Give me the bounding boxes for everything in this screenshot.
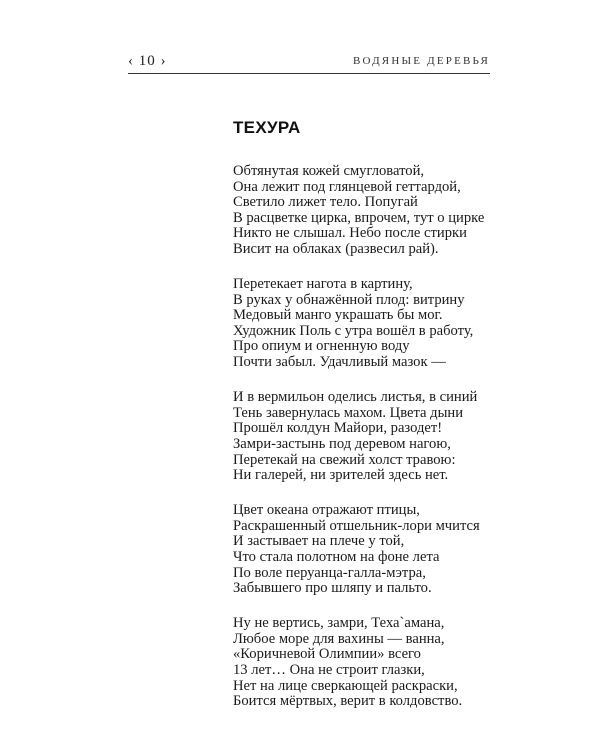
poem-line: 13 лет… Она не строит глазки, [233, 662, 425, 679]
poem-line: Тень завернулась махом. Цвета дыни [233, 404, 464, 421]
poem-line: По воле перуанца-галла-мэтра, [233, 564, 426, 581]
poem-line: «Коричневой Олимпии» всего [233, 646, 421, 663]
poem-line: Раскрашенный отшельник-лори мчится [233, 517, 480, 534]
poem-line: Ни галерей, ни зрителей здесь нет. [233, 467, 449, 484]
poem-line: Она лежит под глянцевой геттардой, [233, 178, 461, 195]
poem-line: Висит на облаках (развесил рай). [233, 240, 439, 257]
poem-line: В расцветке цирка, впрочем, тут о цирке [233, 209, 485, 226]
poem-line: Почти забыл. Удачливый мазок — [233, 354, 446, 371]
poem-line: Боится мёртвых, верит в колдовство. [233, 693, 463, 710]
stanza [233, 503, 533, 597]
poem-line: Любое море для вахины — ванна, [233, 630, 445, 647]
poem-line: Художник Поль с утра вошёл в работу, [233, 322, 474, 339]
poem-body [233, 164, 533, 729]
stanza [233, 390, 533, 484]
poem-line: Перетекает нагота в картину, [233, 276, 413, 293]
running-head [128, 51, 490, 73]
poem-line: Ну не вертись, замри, Теха`амана, [233, 615, 445, 632]
poem-line: Обтянутая кожей смугловатой, [233, 163, 425, 179]
poem-line: Цвет океана отражают птицы, [233, 502, 420, 519]
page-number: ‹ 10 › [128, 53, 167, 69]
poem-title: ТЕХУРА [233, 118, 301, 137]
poem-line: Нет на лице сверкающей раскраски, [233, 677, 458, 694]
poem-line: Медовый манго украшать бы мог. [233, 307, 443, 324]
poem-line: В руках у обнажённой плод: витрину [233, 291, 465, 308]
poem-line: И в вермильон оделись листья, в синий [233, 389, 478, 406]
stanza [233, 616, 533, 710]
poem-line: Замри-застынь под деревом нагою, [233, 435, 451, 452]
poem-line: Светило лижет тело. Попугай [233, 194, 418, 211]
stanza [233, 164, 533, 258]
poem-line: И застывает на плече у той, [233, 533, 405, 550]
header-rule [128, 73, 490, 74]
poem-line: Что стала полотном на фоне лета [233, 548, 440, 565]
poem-line: Забывшего про шляпу и пальто. [233, 580, 432, 597]
poem-line: Прошёл колдун Майори, разодет! [233, 420, 443, 437]
poem-line: Перетекай на свежий холст травою: [233, 451, 456, 468]
stanza [233, 277, 533, 371]
poem-line: Никто не слышал. Небо после стирки [233, 225, 467, 242]
book-title: ВОДЯНЫЕ ДЕРЕВЬЯ [352, 55, 490, 67]
poem-line: Про опиум и огненную воду [233, 338, 410, 355]
